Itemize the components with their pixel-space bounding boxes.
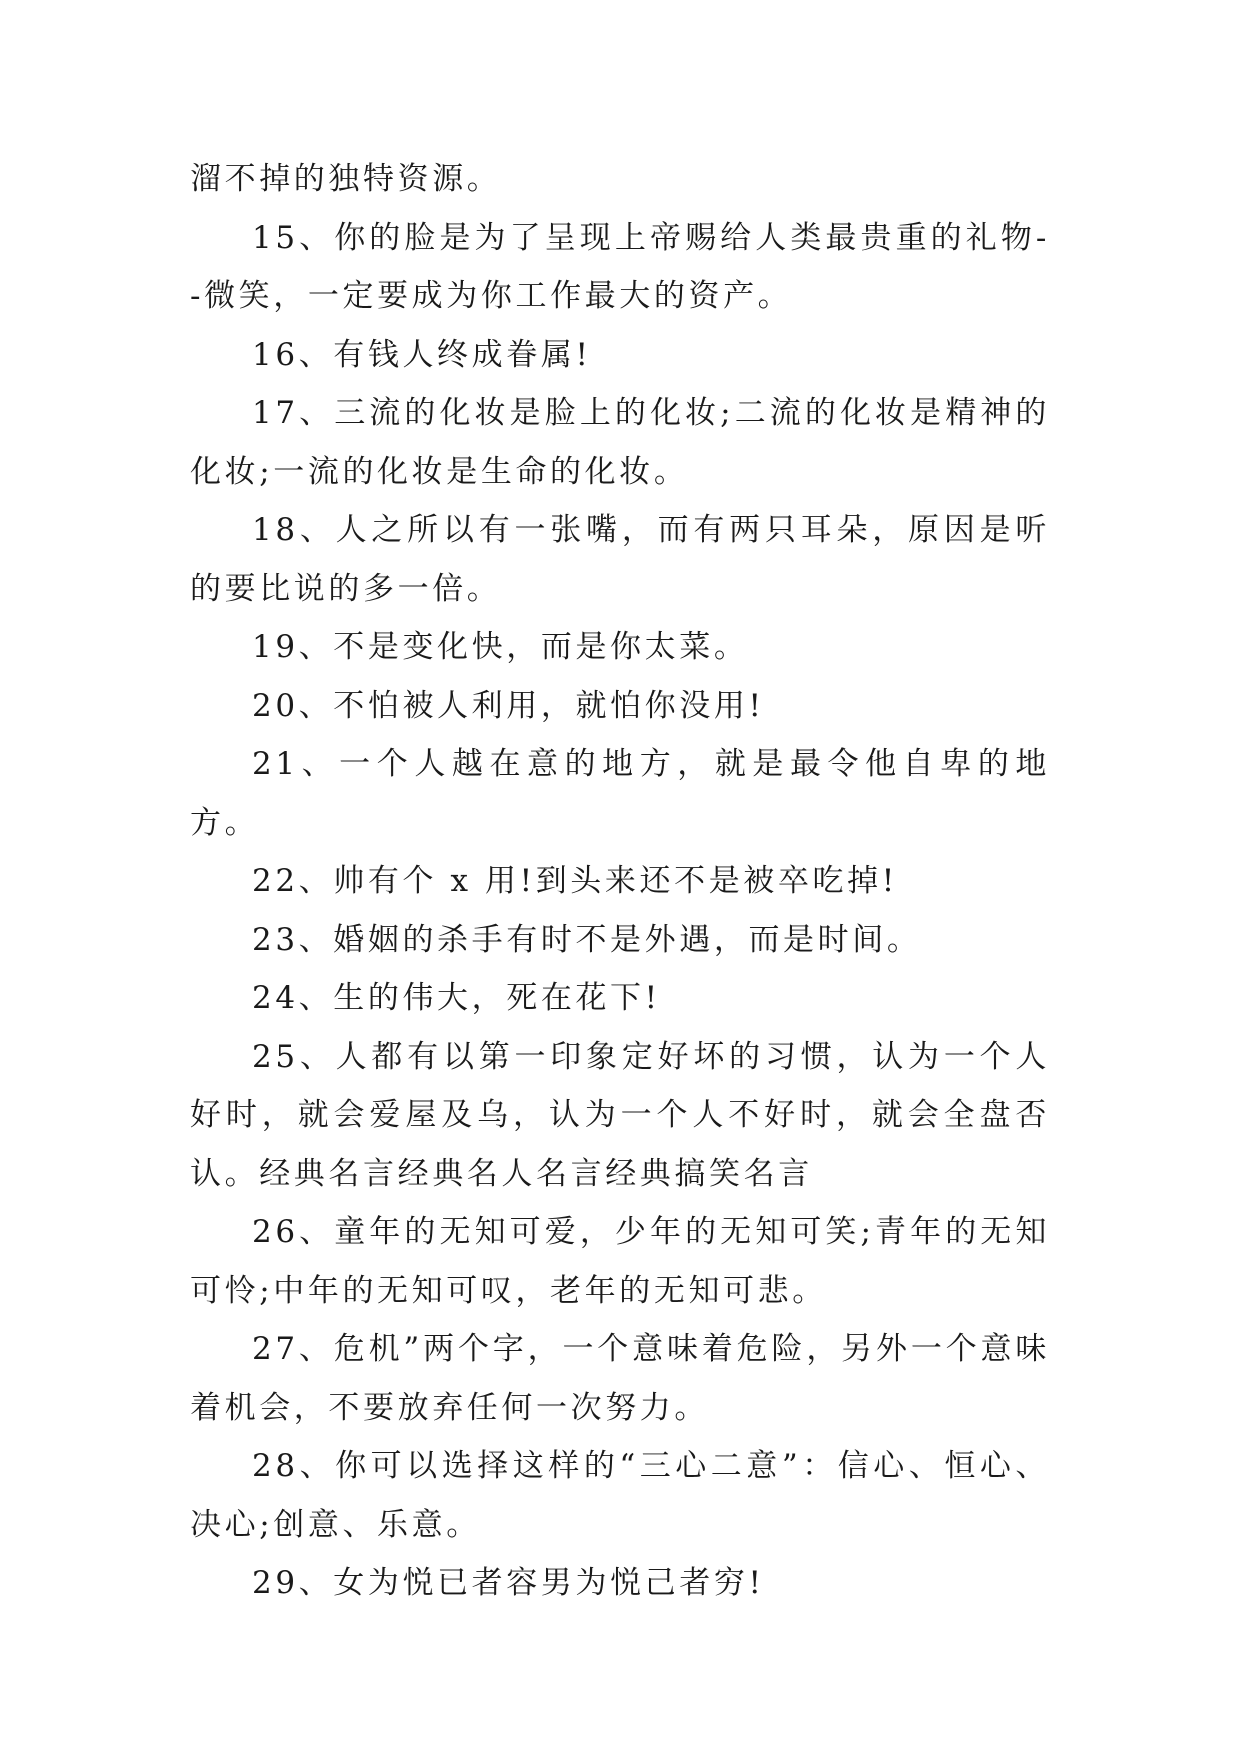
quote-paragraph-23: 23、婚姻的杀手有时不是外遇，而是时间。: [252, 921, 922, 958]
quote-paragraph-18: 18、人之所以有一张嘴，而有两只耳朵，原因是听的要比说的多一倍。: [190, 512, 1050, 607]
quote-paragraph-17: 17、三流的化妆是脸上的化妆;二流的化妆是精神的化妆;一流的化妆是生命的化妆。: [190, 395, 1050, 490]
quote-paragraph-29: 29、女为悦已者容男为悦己者穷!: [252, 1565, 765, 1601]
paragraph-continuation: 溜不掉的独特资源。: [190, 161, 502, 197]
quote-paragraph-16: 16、有钱人终成眷属!: [252, 336, 592, 373]
quote-paragraph-24: 24、生的伟大，死在花下!: [252, 980, 661, 1016]
document-page: [190, 150, 1050, 1613]
quote-paragraph-25: 25、人都有以第一印象定好坏的习惯，认为一个人好时，就会爱屋及乌，认为一个人不好时，就会全盘否认。经典名言经典名人名言经典搞笑名言: [190, 1038, 1050, 1192]
quote-paragraph-21: 21、一个人越在意的地方，就是最令他自卑的地方。: [190, 746, 1050, 841]
quote-paragraph-20: 20、不怕被人利用，就怕你没用!: [252, 687, 765, 724]
quote-paragraph-27: 27、危机”两个字，一个意味着危险，另外一个意味着机会，不要放弃任何一次努力。: [190, 1331, 1050, 1426]
quote-paragraph-26: 26、童年的无知可爱，少年的无知可笑;青年的无知可怜;中年的无知可叹，老年的无知可悲。: [190, 1214, 1050, 1309]
quote-paragraph-19: 19、不是变化快，而是你太菜。: [252, 629, 749, 665]
quote-paragraph-15: 15、你的脸是为了呈现上帝赐给人类最贵重的礼物--微笑，一定要成为你工作最大的资产。: [190, 219, 1050, 314]
quote-paragraph-28: 28、你可以选择这样的“三心二意”：信心、恒心、决心;创意、乐意。: [190, 1448, 1050, 1543]
quote-paragraph-22: 22、帅有个 x 用!到头来还不是被卒吃掉!: [252, 863, 898, 899]
